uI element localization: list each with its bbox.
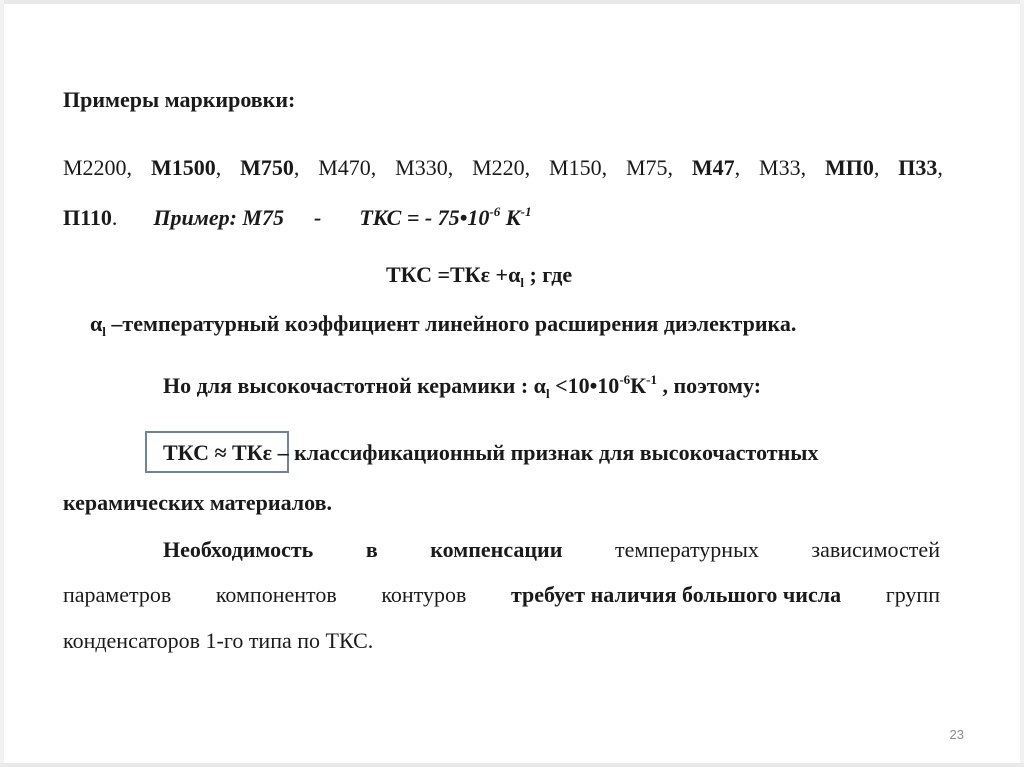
- paragraph-word: Необходимость: [163, 537, 314, 562]
- marking-suffix: ,: [937, 155, 943, 180]
- heading: Примеры маркировки:: [63, 87, 296, 112]
- paragraph-line-1: [63, 537, 940, 563]
- marking-suffix: ,: [873, 155, 880, 180]
- slide-border-right: [1020, 0, 1024, 767]
- hf-note-part4: , поэтому:: [656, 373, 762, 398]
- marking-code: М75,: [625, 155, 674, 180]
- marking-p110-suffix: .: [111, 205, 118, 230]
- paragraph-line-2: [63, 582, 940, 608]
- classification-line-2: керамических материалов.: [63, 490, 332, 515]
- slide-border-bottom: [0, 763, 1024, 767]
- hf-note-part2: <10•10: [549, 373, 620, 398]
- marking-item: [759, 155, 806, 181]
- alpha-definition-text: –температурный коэффициент линейного расширения диэлектрика.: [105, 311, 797, 336]
- tks-example-main: ТКС = - 75•10: [359, 205, 490, 230]
- classification-boxed-formula: ТКС ≈ ТКε: [163, 440, 273, 465]
- page-number: 23: [949, 727, 964, 742]
- markings-list: [63, 155, 943, 181]
- slide-border-top: [0, 0, 1024, 4]
- marking-suffix: ,: [215, 155, 222, 180]
- marking-code: М2200,: [63, 155, 133, 180]
- marking-item: [898, 155, 943, 181]
- marking-item: [63, 155, 132, 181]
- tks-formula-sub: l: [520, 275, 524, 290]
- slide-border-left: [0, 0, 4, 767]
- marking-code: М150,: [549, 155, 608, 180]
- marking-item: [472, 155, 530, 181]
- example-row: [63, 205, 532, 234]
- marking-code: М47: [691, 155, 735, 180]
- hf-note-part3: К: [630, 373, 647, 398]
- marking-code: М33,: [759, 155, 807, 180]
- hf-note-exp1: -6: [619, 372, 631, 387]
- example-dash: -: [313, 205, 322, 230]
- classification-line: [163, 440, 818, 466]
- paragraph-line-3: конденсаторов 1-го типа по ТКС.: [63, 628, 374, 653]
- paragraph-word: компонентов: [215, 582, 337, 607]
- paragraph-word: параметров: [63, 582, 172, 607]
- marking-suffix: ,: [293, 155, 300, 180]
- tks-formula-rest: ; где: [523, 262, 573, 287]
- paragraph-word: групп: [885, 582, 940, 607]
- alpha-symbol: α: [90, 311, 103, 336]
- paragraph-word: контуров: [381, 582, 467, 607]
- marking-item: [151, 155, 221, 181]
- marking-item: [549, 155, 607, 181]
- alpha-sub: l: [102, 324, 106, 339]
- paragraph-word: в: [365, 537, 378, 562]
- paragraph-word: зависимостей: [811, 537, 940, 562]
- example-label: Пример: М75: [153, 205, 284, 230]
- marking-code: МП0: [824, 155, 874, 180]
- hf-note-part1: Но для высокочастотной керамики : α: [163, 373, 546, 398]
- classification-text: – классификационный признак для высокочастотных: [272, 440, 819, 465]
- tks-example-exp: -6: [489, 204, 501, 219]
- marking-code: М750: [240, 155, 294, 180]
- marking-item: [318, 155, 376, 181]
- marking-item: [395, 155, 453, 181]
- marking-p110: П110: [63, 205, 112, 230]
- tks-formula: [386, 262, 572, 291]
- tks-example: [359, 205, 531, 230]
- marking-code: М220,: [472, 155, 531, 180]
- paragraph-word: компенсации: [430, 537, 563, 562]
- marking-code: М330,: [395, 155, 454, 180]
- marking-code: П33: [898, 155, 938, 180]
- hf-note-exp2: -1: [646, 372, 657, 387]
- marking-code: М470,: [318, 155, 377, 180]
- tks-formula-lhs: ТКС =ТКε +α: [386, 262, 521, 287]
- high-frequency-note: [163, 373, 761, 402]
- marking-code: М1500: [150, 155, 216, 180]
- marking-item: [825, 155, 879, 181]
- alpha-definition: [90, 311, 796, 340]
- hf-note-sub: l: [545, 386, 550, 401]
- marking-item: [626, 155, 673, 181]
- marking-suffix: ,: [734, 155, 741, 180]
- tks-example-unit-exp: -1: [520, 204, 532, 219]
- marking-item: [692, 155, 740, 181]
- tks-example-unit: К: [500, 205, 521, 230]
- paragraph-word: температурных: [614, 537, 759, 562]
- marking-item: [240, 155, 299, 181]
- paragraph-word: требует наличия большого числа: [510, 582, 842, 607]
